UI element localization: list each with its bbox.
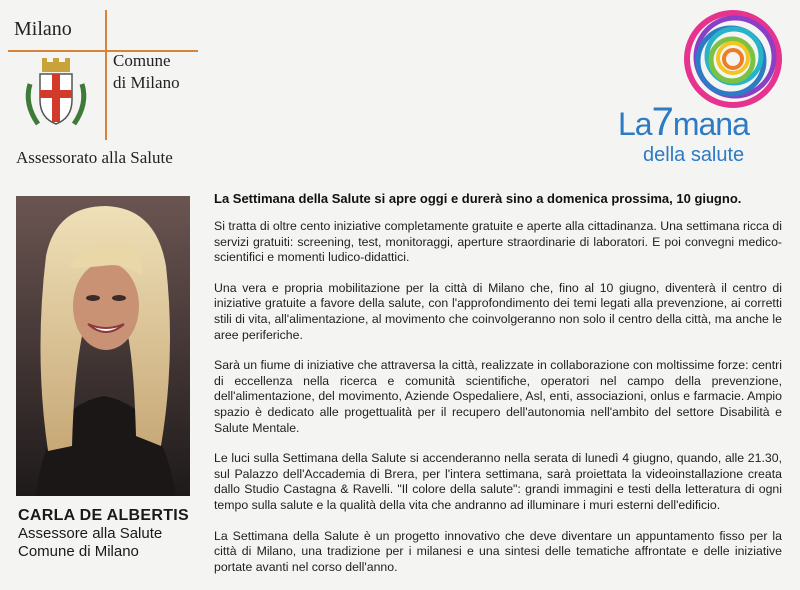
person-role-line2: Comune di Milano bbox=[18, 543, 139, 560]
logo-assessorato: Assessorato alla Salute bbox=[16, 148, 173, 167]
brand-title-la: La bbox=[618, 106, 652, 142]
logo-comune-text bbox=[113, 50, 180, 94]
article-paragraph: Si tratta di oltre cento iniziative completamente gratuite e aperte alla cittadinanza. Una settimana ricca di servizi gratuiti: screening, test, monitoraggi, aperture straordinarie di laboratori. E poi convegni medico-scientifici e momenti ludico-didattici. bbox=[214, 219, 782, 265]
portrait-photo bbox=[16, 196, 190, 496]
logo-comune-line2: di Milano bbox=[113, 73, 180, 92]
portrait-image bbox=[16, 196, 190, 496]
brand-subtitle: della salute bbox=[643, 144, 745, 166]
comune-logo bbox=[8, 10, 198, 167]
logo-comune-line1: Comune bbox=[113, 51, 171, 70]
article-paragraph: Sarà un fiume di iniziative che attraversa la città, realizzate in collaborazione con moltissime forze: centri di eccellenza nella ricerca e comunità scientifiche, operatori nel campo della prevenzione, dell'alimentazione, del movimento, Aziende Ospedaliere, Asl, enti, associazioni, onlus e farmacie. Ampio spazio è dedicato alle progettualità per il recupero dell'autonomia nell'ambito del settore Disabilità e Salute Mentale. bbox=[214, 358, 782, 435]
person-role-line1: Assessore alla Salute bbox=[18, 525, 163, 542]
logo-divider-vertical bbox=[105, 10, 107, 140]
brand-title bbox=[618, 100, 749, 144]
article-paragraph: Le luci sulla Settimana della Salute si accenderanno nella serata di lunedì 4 giugno, quando, alle 21.30, sul Palazzo dell'Accademia di Brera, per l'intera settimana, sarà proiettata la videoinstallazione creata dallo Studio Castagna & Ravelli. "Il colore della salute": grandi immagini e testi della letteratura di ogni tempo sulla salute e la qualità della vita che andranno ad illuminare i muri esterni dell'edificio. bbox=[214, 451, 782, 512]
article-paragraph: Una vera e propria mobilitazione per la città di Milano che, fino al 10 giugno, diventerà il centro di iniziative gratuite a favore della salute, con l'approfondimento dei temi legati alla prevenzione, ai corretti stili di vita, all'alimentazione, al movimento che coinvolgeranno non solo il centro della città, ma anche le aree periferiche. bbox=[214, 280, 782, 342]
photo-caption bbox=[18, 507, 189, 561]
article-paragraph: La Settimana della Salute è un progetto innovativo che deve diventare un appuntamento fisso per la città di Milano, una tradizione per i milanesi e una sintesi delle tematiche affrontate e delle iniziative portate avanti nel corso dell'anno. bbox=[214, 528, 782, 574]
article-body bbox=[214, 219, 782, 590]
brand-title-seven: 7 bbox=[651, 100, 673, 144]
brand-title-mana: mana bbox=[672, 106, 749, 142]
logo-city-name: Milano bbox=[14, 18, 72, 40]
person-name: CARLA DE ALBERTIS bbox=[18, 507, 190, 524]
settimana-salute-logo bbox=[610, 6, 790, 176]
article-headline: La Settimana della Salute si apre oggi e durerà sino a domenica prossima, 10 giugno. bbox=[214, 191, 742, 206]
color-rings-icon bbox=[680, 6, 786, 112]
coat-of-arms-icon bbox=[16, 54, 96, 134]
